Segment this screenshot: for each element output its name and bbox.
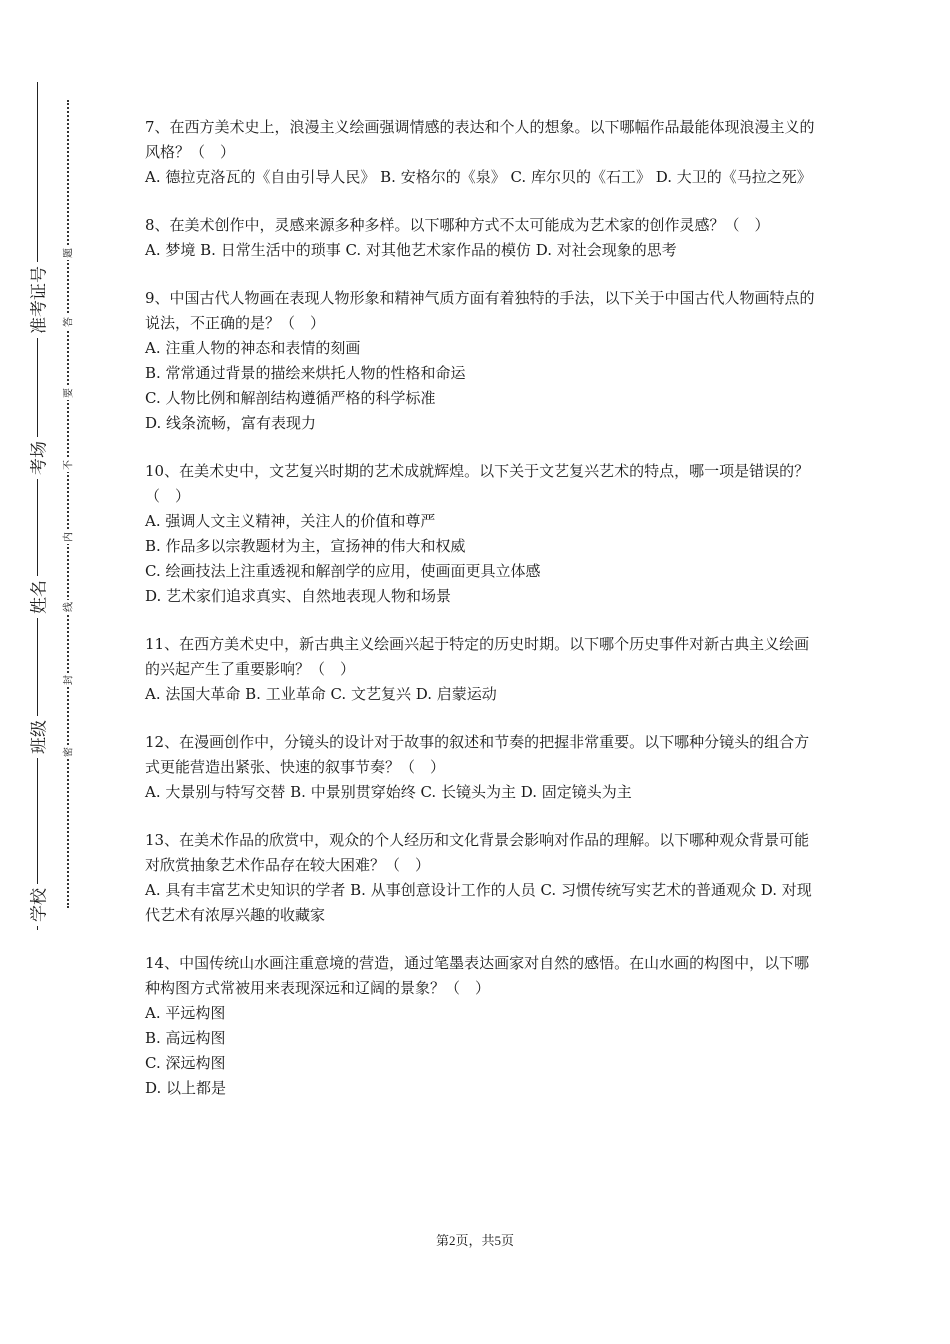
question-options: A. 梦境 B. 日常生活中的琐事 C. 对其他艺术家作品的模仿 D. 对社会现象的思考	[145, 241, 677, 259]
question-text: 14、中国传统山水画注重意境的营造，通过笔墨表达画家对自然的感悟。在山水画的构图中，以下哪种构图方式常被用来表现深远和辽阔的景象？（ ）	[145, 954, 810, 997]
seal-word: 线	[60, 600, 75, 614]
class-label: 班级	[25, 716, 50, 758]
question-text: 12、在漫画创作中，分镜头的设计对于故事的叙述和节奏的把握非常重要。以下哪种分镜头的组合方式更能营造出紧张、快速的叙事节奏？（ ）	[145, 733, 810, 776]
seal-word: 密	[60, 745, 75, 759]
question-text: 13、在美术作品的欣赏中，观众的个人经历和文化背景会影响对作品的理解。以下哪种观众背景可能对欣赏抽象艺术作品存在较大困难？（ ）	[145, 831, 810, 874]
option-b: B. 作品多以宗教题材为主，宣扬神的伟大和权威	[145, 537, 466, 555]
question-text: 8、在美术创作中，灵感来源多种多样。以下哪种方式不太可能成为艺术家的创作灵感？（ ）	[145, 216, 770, 234]
option-b: B. 高远构图	[145, 1029, 226, 1047]
question-10	[145, 459, 820, 609]
name-label: 姓名	[25, 576, 50, 618]
seal-word: 要	[60, 386, 75, 400]
question-8	[145, 213, 820, 263]
question-11	[145, 632, 820, 707]
option-d: D. 以上都是	[145, 1079, 227, 1097]
exam-room-label: 考场	[25, 437, 50, 479]
option-d: D. 线条流畅，富有表现力	[145, 414, 317, 432]
option-d: D. 艺术家们追求真实、自然地表现人物和场景	[145, 587, 452, 605]
seal-word: 题	[60, 246, 75, 260]
school-label: 学校	[25, 884, 50, 926]
question-text: 9、中国古代人物画在表现人物形象和精神气质方面有着独特的手法，以下关于中国古代人物画特点的说法，不正确的是？（ ）	[145, 289, 815, 332]
question-options: A. 法国大革命 B. 工业革命 C. 文艺复兴 D. 启蒙运动	[145, 685, 497, 703]
question-text: 11、在西方美术史中，新古典主义绘画兴起于特定的历史时期。以下哪个历史事件对新古典主义绘画的兴起产生了重要影响？（ ）	[145, 635, 810, 678]
question-7	[145, 115, 820, 190]
question-text: 10、在美术史中，文艺复兴时期的艺术成就辉煌。以下关于文艺复兴艺术的特点，哪一项是错误的？（ ）	[145, 462, 810, 505]
seal-dotted-line	[67, 100, 69, 908]
seal-word: 封	[60, 673, 75, 687]
question-13	[145, 828, 820, 928]
question-9	[145, 286, 820, 436]
option-b: B. 常常通过背景的描绘来烘托人物的性格和命运	[145, 364, 466, 382]
exam-id-label: 准考证号	[25, 262, 50, 338]
binding-line	[37, 82, 38, 930]
question-options: A. 具有丰富艺术史知识的学者 B. 从事创意设计工作的人员 C. 习惯传统写实艺术的普通观众 D. 对现代艺术有浓厚兴趣的收藏家	[145, 881, 812, 924]
seal-word: 不	[60, 458, 75, 472]
option-c: C. 深远构图	[145, 1054, 226, 1072]
page-number: 第2页，共5页	[435, 1233, 514, 1248]
seal-word: 答	[60, 315, 75, 329]
question-list	[145, 115, 820, 1124]
option-c: C. 绘画技法上注重透视和解剖学的应用，使画面更具立体感	[145, 562, 541, 580]
option-a: A. 注重人物的神态和表情的刻画	[145, 339, 361, 357]
question-12	[145, 730, 820, 805]
option-c: C. 人物比例和解剖结构遵循严格的科学标准	[145, 389, 436, 407]
question-options: A. 大景别与特写交替 B. 中景别贯穿始终 C. 长镜头为主 D. 固定镜头为主	[145, 783, 632, 801]
option-a: A. 平远构图	[145, 1004, 226, 1022]
question-14	[145, 951, 820, 1101]
option-a: A. 强调人文主义精神，关注人的价值和尊严	[145, 512, 436, 530]
question-options: A. 德拉克洛瓦的《自由引导人民》 B. 安格尔的《泉》 C. 库尔贝的《石工》 D. 大卫的《马拉之死》	[145, 168, 812, 186]
seal-word: 内	[60, 530, 75, 544]
question-text: 7、在西方美术史上，浪漫主义绘画强调情感的表达和个人的想象。以下哪幅作品最能体现浪漫主义的风格？（ ）	[145, 118, 815, 161]
